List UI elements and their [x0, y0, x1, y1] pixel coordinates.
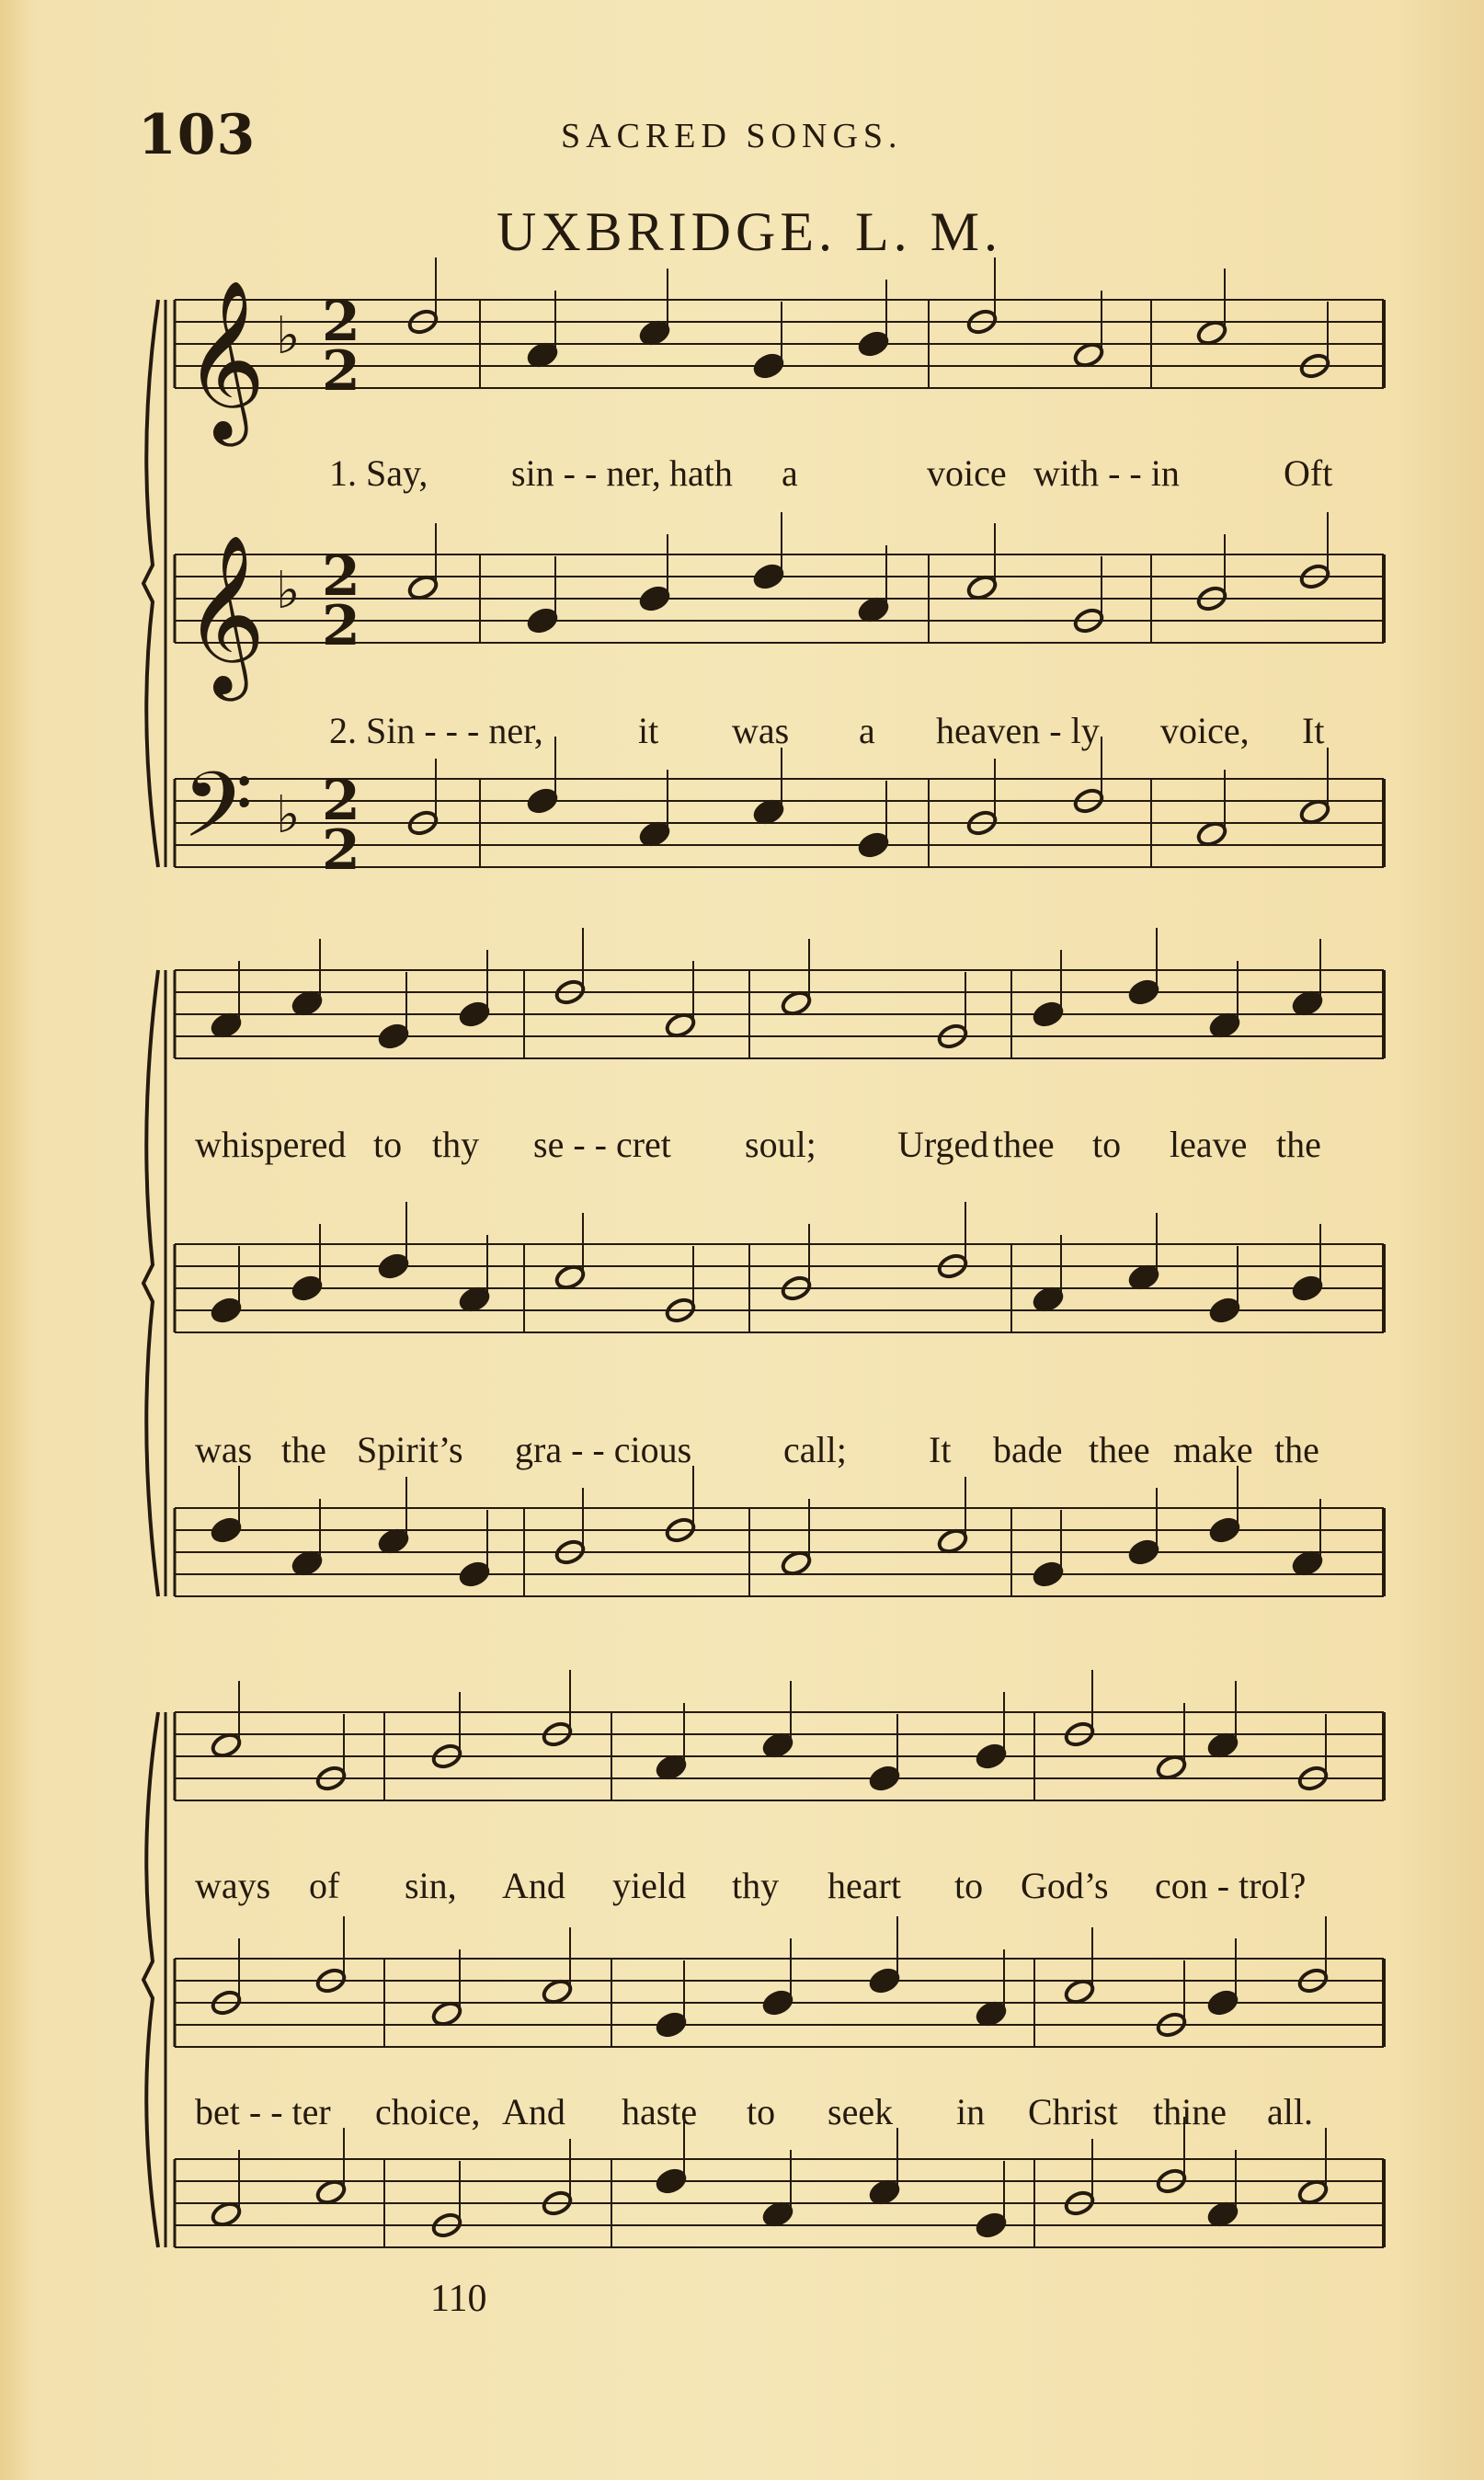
- quarter-note: [1032, 1000, 1065, 1029]
- quarter-note: [975, 2000, 1008, 2029]
- tune-title: UXBRIDGE. L. M.: [497, 201, 1002, 262]
- quarter-note: [1208, 1011, 1241, 1040]
- quarter-note: [655, 2167, 688, 2196]
- lyric-word: make: [1173, 1429, 1253, 1470]
- quarter-note: [526, 787, 559, 816]
- bass-clef-icon: 𝄢: [182, 753, 254, 881]
- running-head: SACRED SONGS.: [561, 117, 903, 155]
- lyric-word: all.: [1267, 2091, 1313, 2132]
- half-note: [210, 1731, 243, 1760]
- quarter-note: [1127, 1263, 1160, 1292]
- lyric-word: seek: [828, 2091, 894, 2132]
- half-note: [1155, 1754, 1188, 1782]
- lyric-word: hath: [669, 452, 733, 494]
- time-signature-bottom: 2: [322, 594, 360, 658]
- treble-clef-icon: 𝄞: [184, 534, 266, 694]
- lyric-word: heaven - ly: [936, 710, 1100, 751]
- half-note: [965, 574, 999, 602]
- lyric-word: se - - cret: [533, 1124, 671, 1165]
- flat-icon: ♭: [276, 561, 301, 621]
- quarter-note: [1291, 1549, 1324, 1578]
- quarter-note: [458, 1000, 491, 1029]
- quarter-note: [1208, 1297, 1241, 1325]
- quarter-note: [638, 319, 671, 348]
- quarter-note: [761, 2200, 794, 2229]
- lyric-word: And: [502, 1865, 565, 1906]
- half-note: [1195, 820, 1228, 849]
- half-note: [430, 2000, 463, 2029]
- lyric-word: a: [782, 452, 798, 494]
- quarter-note: [752, 798, 785, 827]
- lyric-word: ways: [195, 1865, 271, 1906]
- lyric-word: It: [929, 1429, 952, 1470]
- half-note: [554, 1263, 587, 1292]
- time-signature-top: 2: [322, 769, 360, 833]
- time-signature-top: 2: [322, 290, 360, 354]
- quarter-note: [458, 1286, 491, 1314]
- lyric-word: whispered: [195, 1124, 347, 1165]
- lyric-word: 1. Say,: [329, 452, 428, 494]
- half-note: [541, 1978, 574, 2006]
- quarter-note: [1206, 1731, 1239, 1760]
- treble-clef-icon: 𝄞: [184, 280, 266, 440]
- lyric-word: thine: [1153, 2091, 1227, 2132]
- quarter-note: [1291, 989, 1324, 1018]
- time-signature-bottom: 2: [322, 818, 360, 883]
- lyric-word: to: [954, 1865, 984, 1906]
- lyric-word: with - - in: [1033, 452, 1180, 494]
- lyric-word: bade: [993, 1429, 1063, 1470]
- lyric-word: to: [747, 2091, 776, 2132]
- lyric-word: thee: [993, 1124, 1055, 1165]
- half-note: [406, 574, 439, 602]
- quarter-note: [526, 341, 559, 370]
- lyric-word: the: [1274, 1429, 1319, 1470]
- quarter-note: [761, 1731, 794, 1760]
- quarter-note: [655, 1754, 688, 1782]
- half-note: [780, 989, 813, 1018]
- quarter-note: [291, 989, 324, 1018]
- quarter-note: [1206, 2200, 1239, 2229]
- lyric-word: voice,: [1160, 710, 1250, 751]
- quarter-note: [868, 1967, 901, 1995]
- half-note: [314, 2178, 348, 2207]
- lyric-word: a: [859, 710, 875, 751]
- lyric-word: Christ: [1028, 2091, 1118, 2132]
- quarter-note: [638, 585, 671, 613]
- quarter-note: [1032, 1286, 1065, 1314]
- lyric-word: thy: [432, 1124, 480, 1165]
- lyric-word: in: [956, 2091, 986, 2132]
- system-brace: [143, 1712, 158, 2247]
- quarter-note: [210, 1297, 243, 1325]
- quarter-note: [1127, 978, 1160, 1007]
- quarter-note: [1032, 1560, 1065, 1589]
- lyric-word: the: [1276, 1124, 1321, 1165]
- quarter-note: [1208, 1516, 1241, 1545]
- half-note: [664, 1011, 697, 1040]
- half-note: [936, 1527, 969, 1556]
- quarter-note: [975, 1743, 1008, 1771]
- lyric-word: And: [502, 2091, 565, 2132]
- quarter-note: [1206, 1989, 1239, 2017]
- quarter-note: [752, 563, 785, 591]
- lyric-word: yield: [612, 1865, 686, 1906]
- lyric-word: God’s: [1021, 1865, 1109, 1906]
- lyric-word: con - trol?: [1155, 1865, 1307, 1906]
- lyric-word: of: [309, 1865, 340, 1906]
- quarter-note: [868, 2178, 901, 2207]
- lyric-word: sin,: [405, 1865, 457, 1906]
- quarter-note: [526, 607, 559, 635]
- lyric-word: call;: [783, 1429, 847, 1470]
- quarter-note: [975, 2211, 1008, 2240]
- lyric-word: voice: [927, 452, 1007, 494]
- quarter-note: [210, 1516, 243, 1545]
- quarter-note: [377, 1252, 410, 1281]
- flat-icon: ♭: [276, 306, 301, 366]
- quarter-note: [857, 596, 890, 624]
- lyric-word: was: [195, 1429, 253, 1470]
- lyric-word: Spirit’s: [357, 1429, 463, 1470]
- quarter-note: [761, 1989, 794, 2017]
- lyric-word: leave: [1170, 1124, 1248, 1165]
- lyric-word: thee: [1089, 1429, 1150, 1470]
- system-brace: [143, 300, 158, 867]
- lyric-word: choice,: [375, 2091, 481, 2132]
- half-note: [1063, 1978, 1096, 2006]
- lyric-word: sin - - ner,: [511, 452, 661, 494]
- quarter-note: [377, 1023, 410, 1051]
- lyric-word: bet - - ter: [195, 2091, 331, 2132]
- page-number: 103: [138, 103, 257, 167]
- quarter-note: [655, 2011, 688, 2040]
- time-signature-top: 2: [322, 544, 360, 609]
- quarter-note: [1291, 1274, 1324, 1303]
- quarter-note: [638, 820, 671, 849]
- lyric-word: gra - - cious: [515, 1429, 692, 1470]
- quarter-note: [857, 831, 890, 860]
- quarter-note: [752, 352, 785, 381]
- half-note: [1195, 319, 1228, 348]
- half-note: [780, 1549, 813, 1578]
- quarter-note: [291, 1549, 324, 1578]
- lyric-word: was: [732, 710, 790, 751]
- quarter-note: [458, 1560, 491, 1589]
- time-signature-bottom: 2: [322, 339, 360, 404]
- lyric-word: It: [1302, 710, 1325, 751]
- quarter-note: [868, 1765, 901, 1793]
- lyric-word: heart: [828, 1865, 901, 1906]
- lyric-word: the: [281, 1429, 326, 1470]
- lyric-word: 2. Sin - - - ner,: [329, 710, 543, 751]
- system-brace: [143, 970, 158, 1596]
- half-note: [1298, 798, 1331, 827]
- half-note: [1072, 341, 1105, 370]
- lyric-word: thy: [732, 1865, 780, 1906]
- lyric-word: to: [373, 1124, 403, 1165]
- footer-number: 110: [430, 2278, 487, 2320]
- half-note: [210, 2200, 243, 2229]
- lyric-word: it: [638, 710, 659, 751]
- lyric-word: soul;: [745, 1124, 816, 1165]
- quarter-note: [377, 1527, 410, 1556]
- lyric-word: Oft: [1284, 452, 1333, 494]
- lyric-word: to: [1092, 1124, 1122, 1165]
- quarter-note: [1127, 1538, 1160, 1567]
- quarter-note: [857, 330, 890, 359]
- half-note: [1296, 2178, 1330, 2207]
- lyric-word: haste: [622, 2091, 698, 2132]
- lyrics: [195, 452, 1332, 2132]
- quarter-note: [210, 1011, 243, 1040]
- flat-icon: ♭: [276, 785, 301, 845]
- quarter-note: [291, 1274, 324, 1303]
- lyric-word: Urged: [897, 1124, 989, 1165]
